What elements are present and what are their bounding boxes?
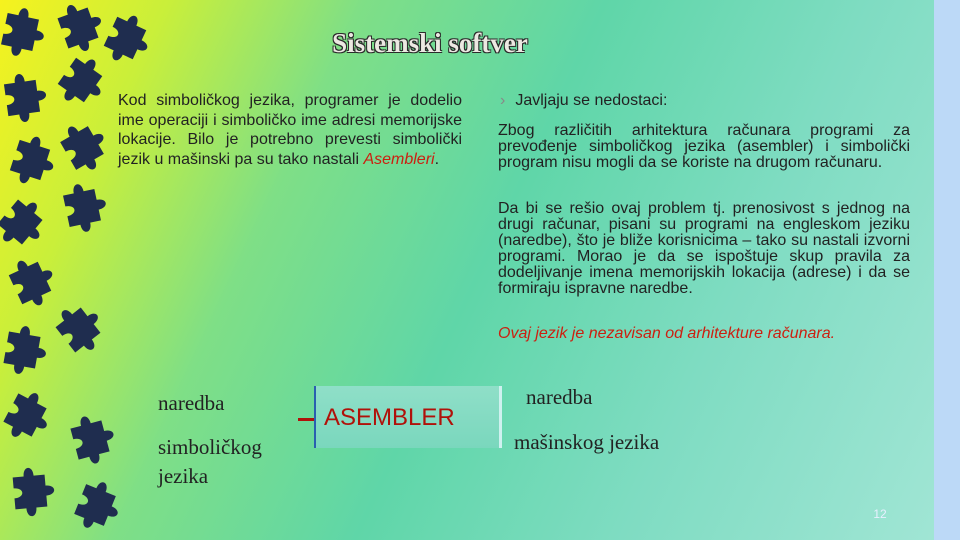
diagram-input-line-3: jezika [158, 464, 209, 488]
right-bullet [500, 92, 667, 110]
right-paragraph-2: Da bi se rešio ovaj problem tj. prenosivost s jednog na drugi računar, pisani su programi na engleskom jeziku (naredbe), što je bliže korisnicima – tako su nastali izvorni programi. Morao je da se ispoštuje skup pravila za dodeljivanje imena memorijskih lokacija (adrese) i da se formiraju ispravne naredbe. [498, 200, 910, 297]
right-bullet-text: Javljaju se nedostaci: [515, 92, 668, 109]
left-paragraph [118, 91, 462, 169]
chevron-right-icon: › [500, 92, 506, 109]
diagram-output-line-2: mašinskog jezika [514, 430, 660, 454]
puzzle-pieces-decoration [0, 0, 170, 540]
diagram-output-line-1: naredba [526, 385, 593, 409]
page-title: Sistemski softver [332, 28, 528, 58]
diagram-input-line-1: naredba [158, 391, 225, 415]
diagram-input-line-2: simboličkog [158, 435, 262, 459]
asembler-label: ASEMBLER [324, 404, 455, 431]
page-number: 12 [873, 507, 887, 521]
left-paragraph-text: Kod simboličkog jezika, programer je dodelio ime operaciji i simboličko ime adresi memorijske lokacije. Bilo je potrebno prevesti simbolički jezik u mašinski pa su tako nastali [118, 92, 462, 168]
asembleri-highlight: Asembleri [363, 150, 435, 168]
right-paragraph-1: Zbog različitih arhitektura računara programi za prevođenje simboličkog jezika (asembler) i simbolički program nisu mogli da se koriste na drugom računaru. [498, 122, 910, 171]
right-side-bar [934, 0, 960, 540]
right-note: Ovaj jezik je nezavisan od arhitekture računara. [498, 325, 836, 342]
left-paragraph-end: . [434, 150, 440, 168]
